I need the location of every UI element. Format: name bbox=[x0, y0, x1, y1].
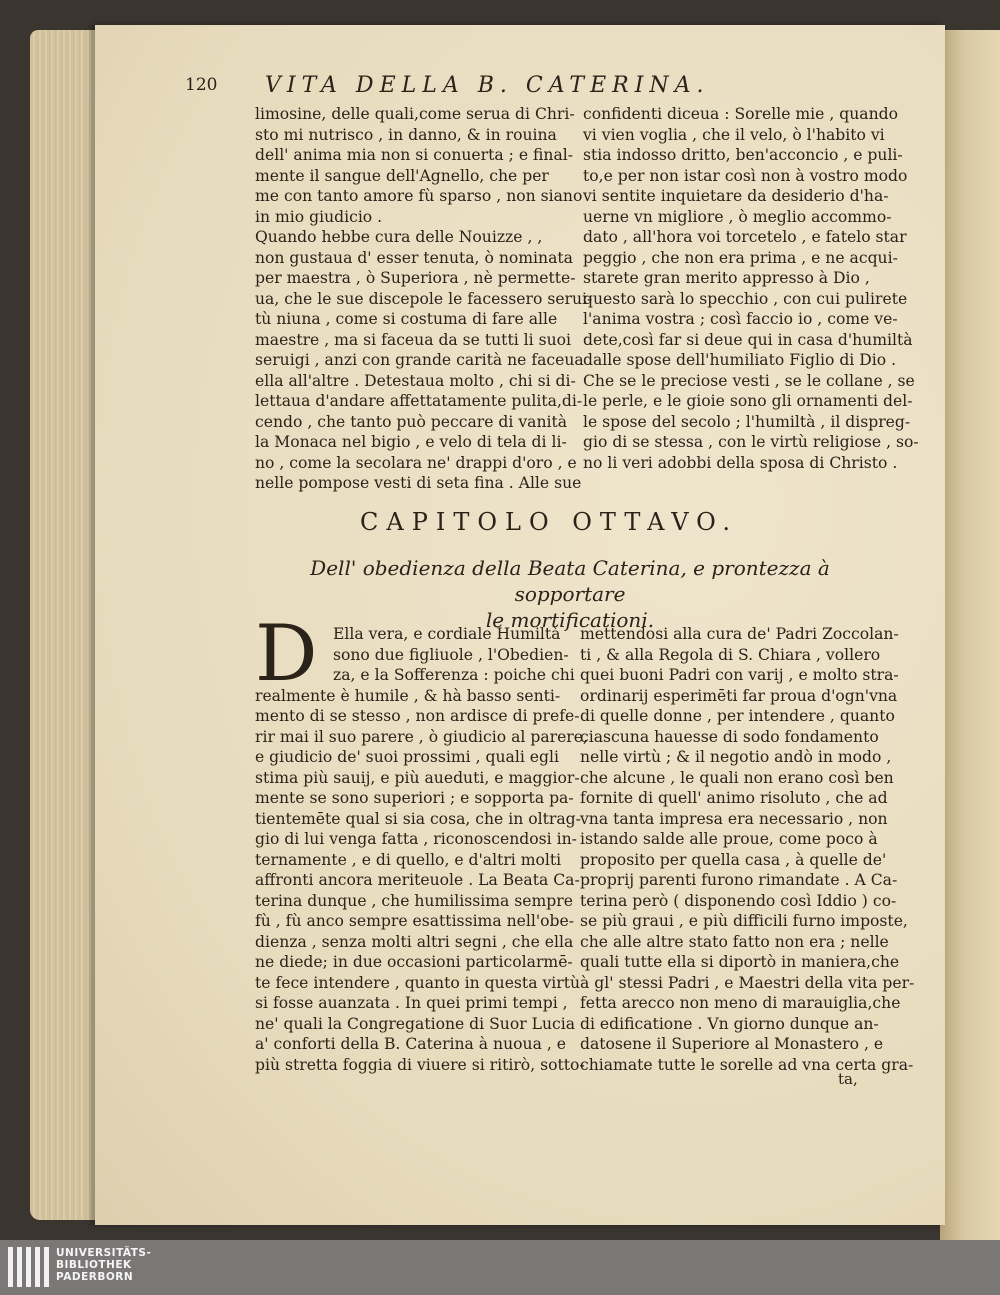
text-line: mettendosi alla cura de' Padri Zoccolan- bbox=[580, 625, 899, 643]
text-line: proposito per quella casa , à quelle de' bbox=[580, 850, 887, 869]
text-line: le spose del secolo ; l'humiltà , il dispreg- bbox=[583, 412, 911, 431]
text-line: questo sarà lo specchio , con cui pulirete bbox=[583, 289, 908, 308]
text-line: ciascuna hauesse di sodo fondamento bbox=[580, 727, 879, 746]
text-line: realmente è humile , & hà basso senti- bbox=[255, 686, 561, 705]
text-line: nelle pompose vesti di seta fina . Alle sue bbox=[255, 474, 582, 492]
text-line: tientemēte qual si sia cosa, che in oltrag- bbox=[255, 809, 581, 828]
text-line: dato , all'hora voi torcetelo , e fatelo star bbox=[583, 228, 907, 246]
text-line: si fosse auanzata . In quei primi tempi , bbox=[255, 994, 568, 1012]
text-line: me con tanto amore fù sparso , non siano bbox=[255, 187, 583, 205]
text-line: ella all'altre . Detestaua molto , chi si di- bbox=[255, 371, 576, 390]
text-line: tù niuna , come si costuma di fare alle bbox=[255, 310, 558, 328]
text-line: ti , & alla Regola di S. Chiara , vollero bbox=[580, 645, 881, 664]
library-name-line: UNIVERSITÄTS- bbox=[56, 1247, 152, 1259]
text-line: limosine, delle quali,come serua di Chri- bbox=[255, 105, 575, 123]
text-line: stia indosso dritto, ben'acconcio , e puli- bbox=[583, 146, 903, 164]
text-line: stima più sauij, e più aueduti, e maggior- bbox=[255, 768, 580, 787]
text-line: dalle spose dell'humiliato Figlio di Dio . bbox=[583, 351, 897, 369]
facing-page-edge bbox=[940, 30, 1000, 1260]
chapter-subtitle-line: Dell' obedienza della Beata Caterina, e prontezza à sopportare bbox=[310, 556, 830, 606]
bottom-right-column bbox=[580, 624, 915, 1075]
text-line: vna tanta impresa era necessario , non bbox=[580, 809, 888, 828]
text-line: no li veri adobbi della sposa di Christo . bbox=[583, 453, 898, 472]
text-line: gio di se stessa , con le virtù religiose , so- bbox=[583, 433, 919, 451]
library-logo-icon bbox=[8, 1247, 50, 1287]
text-line: Ella vera, e cordiale Humiltà bbox=[333, 625, 561, 643]
chapter-heading: CAPITOLO OTTAVO. bbox=[360, 508, 739, 536]
text-line: peggio , che non era prima , e ne acqui- bbox=[583, 248, 898, 267]
text-line: di quelle donne , per intendere , quanto bbox=[580, 707, 895, 725]
text-line: mente se sono superiori ; e sopporta pa- bbox=[255, 789, 574, 807]
text-line: te fece intendere , quanto in questa virtù bbox=[255, 973, 581, 992]
running-head bbox=[185, 75, 825, 105]
text-line: a' conforti della B. Caterina à nuoua , e bbox=[255, 1035, 566, 1053]
text-line: terina però ( disponendo così Iddio ) co- bbox=[580, 891, 897, 910]
text-line: gio di lui venga fatta , riconoscendosi in- bbox=[255, 830, 577, 848]
text-line: l'anima vostra ; così faccio io , come ve- bbox=[583, 310, 898, 328]
library-name-line: BIBLIOTHEK bbox=[56, 1259, 132, 1271]
text-line: per maestra , ò Superiora , nè permette- bbox=[255, 269, 576, 287]
text-line: maestre , ma si faceua da se tutti li suoi bbox=[255, 330, 572, 349]
text-line: rir mai il suo parere , ò giudicio al parere, bbox=[255, 727, 588, 746]
text-line: quei buoni Padri con varij , e molto stra- bbox=[580, 666, 899, 684]
text-line: in mio giudicio . bbox=[255, 207, 383, 226]
text-line: dell' anima mia non si conuerta ; e final- bbox=[255, 146, 574, 164]
text-line: le perle, e le gioie sono gli ornamenti del- bbox=[583, 392, 913, 410]
text-line: affronti ancora meriteuole . La Beata Ca- bbox=[255, 871, 580, 889]
text-line: se più graui , e più difficili furno imposte, bbox=[580, 912, 908, 930]
library-name bbox=[56, 1247, 151, 1283]
text-line: quali tutte ella si diportò in maniera,che bbox=[580, 953, 900, 971]
text-line: nelle virtù ; & il negotio andò in modo , bbox=[580, 748, 892, 766]
text-line: Che se le preciose vesti , se le collane , se bbox=[583, 371, 915, 390]
text-line: di edificatione . Vn giorno dunque an- bbox=[580, 1014, 879, 1033]
text-line: ordinarij esperimēti far proua d'ogn'vna bbox=[580, 686, 898, 705]
text-line: mente il sangue dell'Agnello, che per bbox=[255, 166, 549, 185]
text-line: non gustaua d' esser tenuta, ò nominata bbox=[255, 248, 573, 267]
text-line: istando salde alle proue, come poco à bbox=[580, 830, 878, 848]
text-line: mento di se stesso , non ardisce di prefe- bbox=[255, 707, 580, 725]
chapter-subtitle-line: le mortificationi. bbox=[485, 608, 655, 632]
text-line: to,e per non istar così non à vostro modo bbox=[583, 166, 908, 185]
text-line: vi vien voglia , che il velo, ò l'habito vi bbox=[583, 125, 885, 144]
text-line: terina dunque , che humilissima sempre bbox=[255, 891, 573, 910]
drop-cap: D bbox=[255, 609, 318, 699]
text-line: za, e la Sofferenza : poiche chi bbox=[333, 666, 575, 684]
text-line: che alcune , le quali non erano così ben bbox=[580, 768, 894, 787]
library-name-line: PADERBORN bbox=[56, 1271, 134, 1283]
top-left-column bbox=[255, 104, 593, 494]
text-line: vi sentite inquietare da desiderio d'ha- bbox=[583, 187, 889, 205]
text-line: la Monaca nel bigio , e velo di tela di li- bbox=[255, 433, 567, 451]
text-line: più stretta foggia di viuere si ritirò, sotto- bbox=[255, 1055, 585, 1074]
text-line: sto mi nutrisco , in danno, & in rouina bbox=[255, 125, 557, 144]
text-line: lettaua d'andare affettatamente pulita,di- bbox=[255, 392, 583, 410]
text-line: e giudicio de' suoi prossimi , quali egli bbox=[255, 748, 559, 766]
text-line: datosene il Superiore al Monastero , e bbox=[580, 1035, 884, 1053]
text-line: ne diede; in due occasioni particolarmē- bbox=[255, 953, 573, 971]
text-line: che alle altre stato fatto non era ; nelle bbox=[580, 932, 889, 951]
chapter-subtitle bbox=[270, 555, 870, 633]
text-line: fù , fù anco sempre esattissima nell'obe- bbox=[255, 912, 574, 930]
text-line: sono due figliuole , l'Obedien- bbox=[333, 645, 569, 664]
text-line: confidenti diceua : Sorelle mie , quando bbox=[583, 105, 898, 123]
top-right-column bbox=[583, 104, 919, 473]
text-line: dienza , senza molti altri segni , che ella bbox=[255, 932, 574, 951]
text-line: fornite di quell' animo risoluto , che ad bbox=[580, 789, 888, 807]
text-line: cendo , che tanto può peccare di vanità bbox=[255, 412, 568, 431]
page-number: 120 bbox=[185, 75, 218, 95]
text-line: ua, che le sue discepole le facessero serui- bbox=[255, 289, 593, 308]
text-line: à gl' stessi Padri , e Maestri della vita per- bbox=[580, 973, 915, 992]
text-line: Quando hebbe cura delle Nouizze , , bbox=[255, 228, 543, 246]
text-line: proprij parenti furono rimandate . A Ca- bbox=[580, 871, 898, 889]
text-line: chiamate tutte le sorelle ad vna certa gra- bbox=[580, 1055, 914, 1074]
text-line: ternamente , e di quello, e d'altri molti bbox=[255, 850, 562, 869]
running-title: VITA DELLA B. CATERINA. bbox=[265, 73, 710, 98]
bottom-left-column bbox=[255, 624, 588, 1075]
text-line: dete,così far si deue qui in casa d'humiltà bbox=[583, 330, 913, 349]
text-line: fetta arecco non meno di marauiglia,che bbox=[580, 994, 901, 1012]
text-line: uerne vn migliore , ò meglio accommo- bbox=[583, 207, 892, 226]
text-line: seruigi , anzi con grande carità ne faceua bbox=[255, 351, 584, 369]
text-line: no , come la secolara ne' drappi d'oro , e bbox=[255, 453, 577, 472]
catchword: ta, bbox=[838, 1070, 858, 1088]
text-line: ne' quali la Congregatione di Suor Lucia bbox=[255, 1014, 576, 1033]
text-line: starete gran merito appresso à Dio , bbox=[583, 269, 870, 287]
